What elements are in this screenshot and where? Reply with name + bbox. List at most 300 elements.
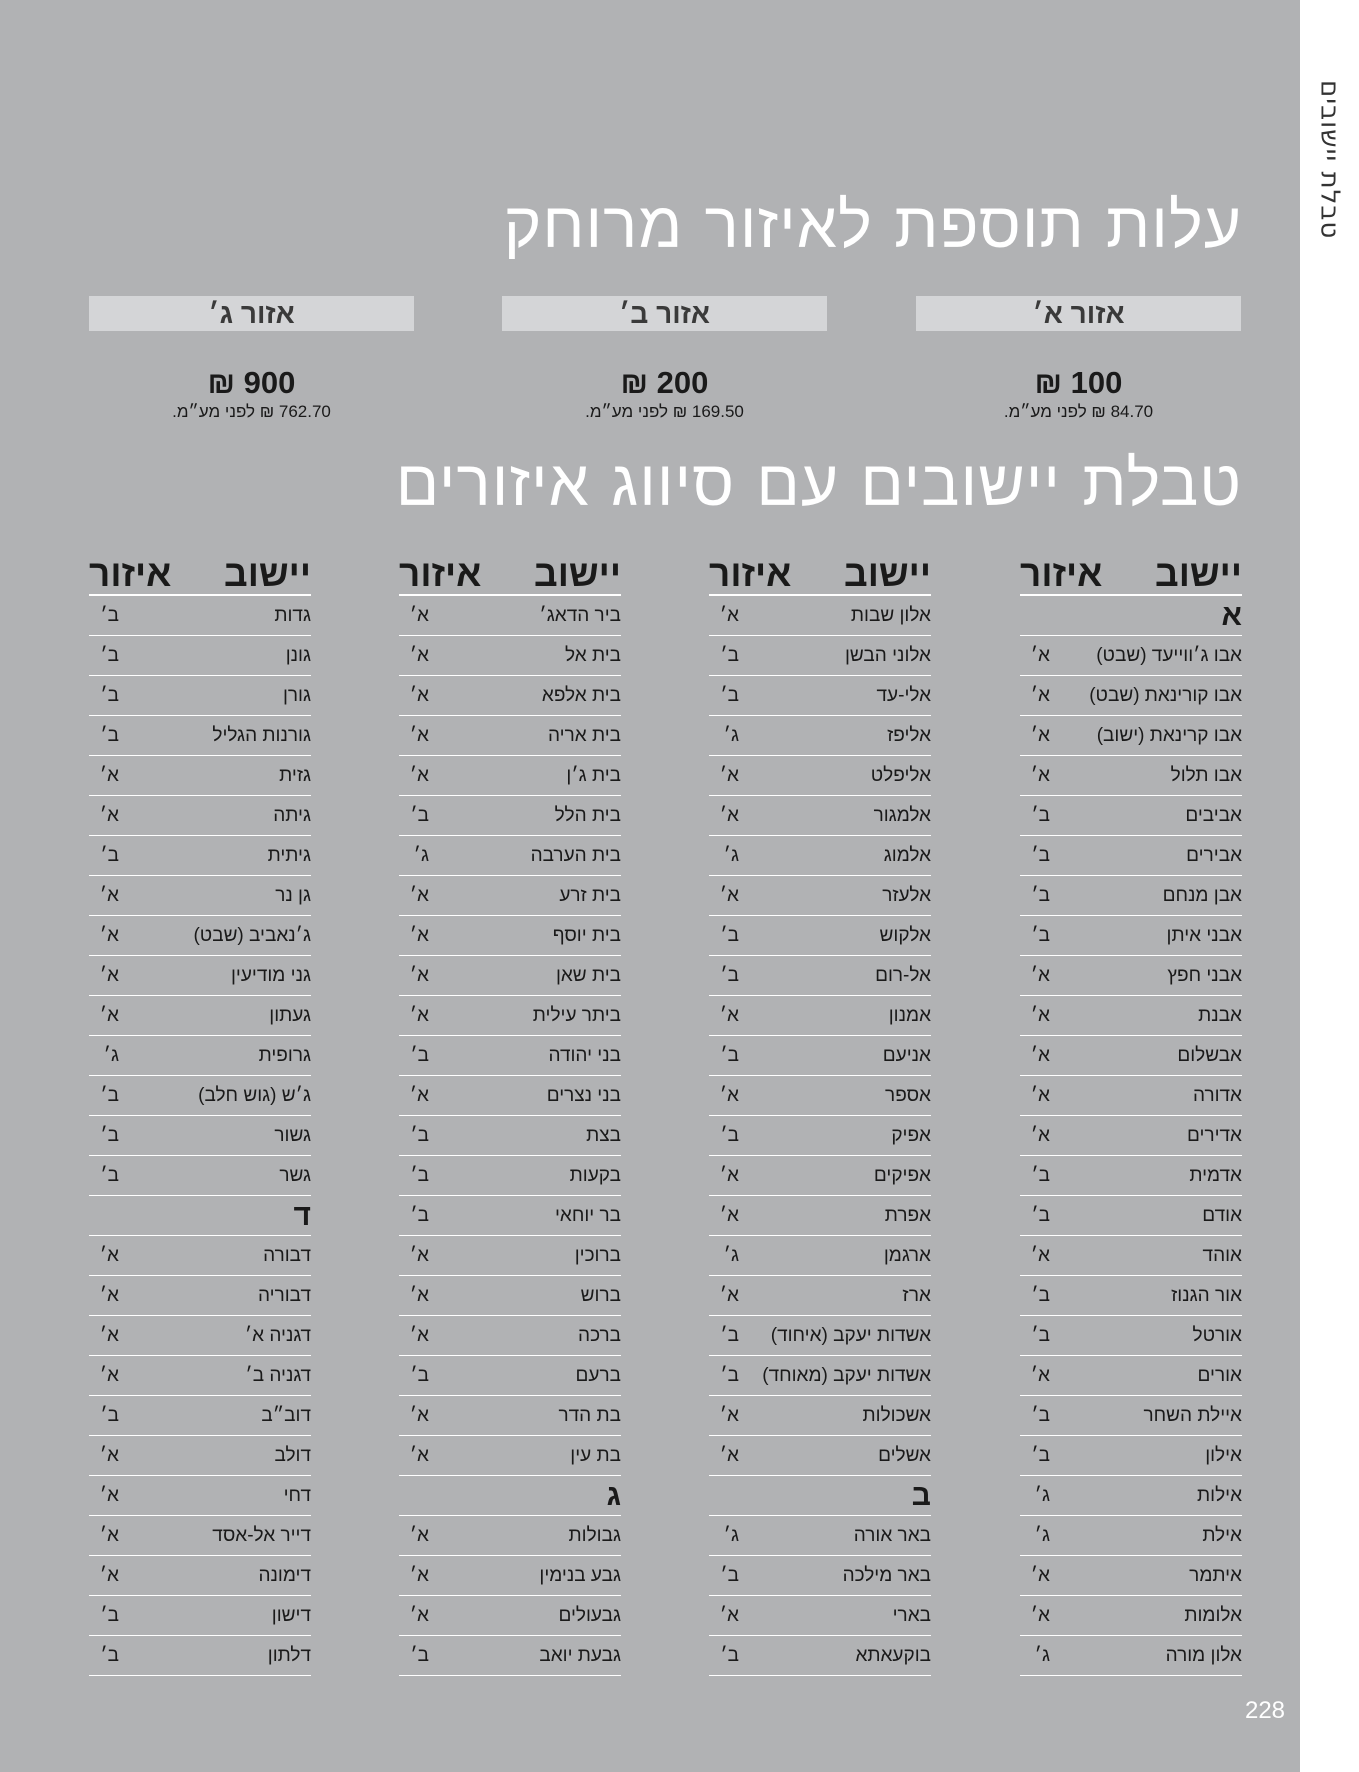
zone-c-header: אזור ג׳: [89, 296, 414, 331]
settlement-zone: ב׳: [720, 924, 739, 946]
settlement-name: אלקוש: [879, 924, 931, 946]
table-row: [399, 876, 621, 916]
settlement-zone: ב׳: [720, 684, 739, 706]
settlement-name: גדות: [274, 604, 311, 626]
settlement-zone: ב׳: [1031, 1444, 1050, 1466]
settlement-zone: א׳: [719, 1204, 739, 1226]
settlement-name: אמנון: [888, 1004, 931, 1026]
settlement-name: אורטל: [1192, 1324, 1242, 1346]
settlement-name: אדירים: [1187, 1124, 1242, 1146]
table-row: [89, 956, 311, 996]
table-row: [1020, 796, 1242, 836]
settlement-zone: א׳: [409, 724, 429, 746]
settlement-name: אליפז: [887, 724, 931, 746]
settlement-name: אבני איתן: [1166, 924, 1242, 946]
settlement-zone: א׳: [99, 1284, 119, 1306]
table-row: [709, 1276, 931, 1316]
settlement-zone: א׳: [719, 804, 739, 826]
table-row: [709, 1516, 931, 1556]
letter-section-header: [89, 1196, 311, 1236]
settlement-zone: א׳: [1030, 1364, 1050, 1386]
settlement-zone: ב׳: [1031, 884, 1050, 906]
table-row: [1020, 916, 1242, 956]
settlement-name: בת עין: [570, 1444, 621, 1466]
table-row: [399, 1436, 621, 1476]
side-section-label: טבלת יישובים: [1314, 80, 1345, 240]
settlement-name: ג׳ש (גוש חלב): [198, 1084, 311, 1106]
table-row: [89, 1396, 311, 1436]
settlement-zone: א׳: [99, 1564, 119, 1586]
settlement-zone: ג׳: [413, 844, 429, 866]
settlement-zone: א׳: [1030, 764, 1050, 786]
table-row: [89, 1596, 311, 1636]
settlement-name: דבוריה: [257, 1284, 311, 1306]
settlement-name: דלתון: [267, 1644, 311, 1666]
settlement-zone: ב׳: [720, 1644, 739, 1666]
settlement-name: אור הגנוז: [1171, 1284, 1242, 1306]
table-row: [1020, 876, 1242, 916]
table-row: [89, 1636, 311, 1676]
settlement-zone: א׳: [409, 1284, 429, 1306]
settlement-name: אשלים: [878, 1444, 931, 1466]
table-row: [709, 1636, 931, 1676]
table-row: [709, 956, 931, 996]
settlement-name: ברוכין: [574, 1244, 621, 1266]
table-row: [1020, 1116, 1242, 1156]
table-row: [89, 1436, 311, 1476]
settlement-zone: א׳: [99, 924, 119, 946]
settlement-zone: ג׳: [723, 1244, 739, 1266]
table-row: [399, 1516, 621, 1556]
settlement-name: גבע בנימין: [539, 1564, 621, 1586]
zone-a-price: [916, 365, 1241, 423]
settlement-name: דייר אל-אסד: [212, 1524, 311, 1546]
settlement-name: אבנת: [1198, 1004, 1242, 1026]
settlement-zone: ב׳: [410, 1364, 429, 1386]
letter-section-header: [709, 1476, 931, 1516]
settlement-zone: ב׳: [1031, 1284, 1050, 1306]
table-row: [1020, 1636, 1242, 1676]
settlement-zone: ב׳: [100, 604, 119, 626]
table-row: [709, 1076, 931, 1116]
zone-b-price-value: 200 ₪: [620, 365, 709, 400]
settlement-name: אבן מנחם: [1162, 884, 1242, 906]
settlement-name: גשר: [279, 1164, 311, 1186]
settlement-name: אילת: [1202, 1524, 1242, 1546]
table-row: [399, 916, 621, 956]
settlement-name: בצת: [586, 1124, 621, 1146]
settlement-name: איתמר: [1189, 1564, 1242, 1586]
settlement-zone: ב׳: [100, 1084, 119, 1106]
settlement-zone: א׳: [719, 764, 739, 786]
settlement-zone: ג׳: [103, 1044, 119, 1066]
settlement-zone: א׳: [99, 1364, 119, 1386]
settlement-name: גבעולים: [558, 1604, 621, 1626]
settlement-name: אודם: [1202, 1204, 1242, 1226]
settlement-name: ברעם: [575, 1364, 621, 1386]
table-row: [399, 996, 621, 1036]
settlement-name: אלוני הבשן: [845, 644, 931, 666]
table-row: [399, 596, 621, 636]
settlement-name: אשדות יעקב (איחוד): [770, 1324, 931, 1346]
settlement-zone: ב׳: [1031, 1324, 1050, 1346]
settlement-name: גיתה: [273, 804, 311, 826]
table-row: [399, 676, 621, 716]
table-row: [399, 1276, 621, 1316]
table-row: [709, 1356, 931, 1396]
settlement-zone: ב׳: [100, 1644, 119, 1666]
header-settlement: יישוב: [844, 553, 931, 594]
table-row: [399, 1196, 621, 1236]
settlement-zone: ג׳: [1034, 1644, 1050, 1666]
settlement-zone: א׳: [1030, 1564, 1050, 1586]
table-row: [1020, 1076, 1242, 1116]
table-row: [709, 1396, 931, 1436]
settlement-zone: א׳: [99, 1444, 119, 1466]
table-row: [1020, 676, 1242, 716]
settlement-name: באר אורה: [853, 1524, 931, 1546]
table-row: [399, 1396, 621, 1436]
settlement-name: אפיקים: [873, 1164, 931, 1186]
settlement-zone: ב׳: [1031, 1164, 1050, 1186]
table-row: [89, 1356, 311, 1396]
table-row: [1020, 1036, 1242, 1076]
table-row: [399, 1236, 621, 1276]
table-row: [399, 716, 621, 756]
settlement-zone: ב׳: [720, 1044, 739, 1066]
settlement-zone: ב׳: [720, 644, 739, 666]
zone-c-price-before-vat: 762.70 ₪ לפני מע״מ.: [172, 402, 331, 421]
table-row: [709, 596, 931, 636]
header-zone: איזור: [89, 553, 172, 594]
settlement-zone: א׳: [409, 964, 429, 986]
table-row: [1020, 636, 1242, 676]
settlement-zone: ב׳: [100, 1124, 119, 1146]
settlement-column-4: [89, 553, 311, 1676]
table-row: [399, 1076, 621, 1116]
settlement-column-1: [1020, 553, 1242, 1676]
settlement-zone: ב׳: [720, 964, 739, 986]
settlement-name: בת הדר: [558, 1404, 621, 1426]
settlement-zone: א׳: [1030, 724, 1050, 746]
table-row: [709, 1436, 931, 1476]
table-row: [1020, 1236, 1242, 1276]
settlement-name: אבו קורינאת (שבט): [1089, 684, 1242, 706]
settlement-zone: א׳: [1030, 1244, 1050, 1266]
settlement-name: אבשלום: [1177, 1044, 1242, 1066]
settlement-zone: א׳: [409, 1084, 429, 1106]
table-row: [89, 636, 311, 676]
table-row: [399, 1116, 621, 1156]
settlement-zone: א׳: [719, 604, 739, 626]
settlement-column-3: [399, 553, 621, 1676]
settlement-name: דישון: [271, 1604, 311, 1626]
settlement-name: בית הלל: [554, 804, 621, 826]
settlement-name: דימונה: [258, 1564, 311, 1586]
settlement-name: אדורה: [1192, 1084, 1242, 1106]
table-row: [709, 756, 931, 796]
settlement-zone: א׳: [99, 884, 119, 906]
settlement-name: איילת השחר: [1143, 1404, 1242, 1426]
settlement-zone: א׳: [719, 1604, 739, 1626]
table-row: [1020, 956, 1242, 996]
table-header: [709, 553, 931, 596]
settlement-zone: ב׳: [1031, 924, 1050, 946]
settlement-name: בני נצרים: [546, 1084, 621, 1106]
settlement-name: בית אל: [565, 644, 621, 666]
settlement-zone: ג׳: [723, 844, 739, 866]
table-row: [399, 836, 621, 876]
table-row: [89, 1156, 311, 1196]
settlement-name: בית ג׳ן: [566, 764, 621, 786]
table-row: [399, 1596, 621, 1636]
settlement-zone: א׳: [1030, 964, 1050, 986]
settlement-name: אורים: [1197, 1364, 1242, 1386]
table-row: [1020, 1436, 1242, 1476]
settlement-name: בר יוחאי: [554, 1204, 621, 1226]
settlement-zone: ב׳: [1031, 1204, 1050, 1226]
settlement-name: אניעם: [882, 1044, 931, 1066]
settlement-zone: א׳: [409, 684, 429, 706]
table-row: [399, 1316, 621, 1356]
settlement-name: ארז: [902, 1284, 931, 1306]
settlement-name: ארגמן: [883, 1244, 931, 1266]
settlement-name: בית זרע: [559, 884, 621, 906]
settlement-zone: ג׳: [1034, 1484, 1050, 1506]
settlement-name: אל-רום: [875, 964, 931, 986]
settlement-name: בית אריה: [547, 724, 621, 746]
table-row: [89, 1116, 311, 1156]
settlement-zone: ג׳: [1034, 1524, 1050, 1546]
table-row: [1020, 1476, 1242, 1516]
table-row: [399, 756, 621, 796]
table-row: [1020, 1196, 1242, 1236]
table-row: [1020, 1396, 1242, 1436]
table-row: [709, 796, 931, 836]
table-row: [399, 796, 621, 836]
settlement-zone: ב׳: [1031, 844, 1050, 866]
settlement-zone: ב׳: [720, 1364, 739, 1386]
settlement-zone: א׳: [99, 1484, 119, 1506]
settlement-zone: א׳: [99, 764, 119, 786]
table-row: [89, 1236, 311, 1276]
fee-title: עלות תוספת לאיזור מרוחק: [503, 189, 1242, 263]
settlement-name: אבני חפץ: [1167, 964, 1242, 986]
settlement-zone: ב׳: [100, 1404, 119, 1426]
settlement-name: דגניה א׳: [244, 1324, 311, 1346]
settlement-name: אילון: [1205, 1444, 1242, 1466]
table-row: [89, 596, 311, 636]
table-row: [89, 1036, 311, 1076]
settlement-name: ברכה: [578, 1324, 621, 1346]
settlement-zone: ג׳: [723, 724, 739, 746]
settlement-name: אוהד: [1202, 1244, 1242, 1266]
table-row: [89, 996, 311, 1036]
table-row: [89, 1316, 311, 1356]
settlement-name: ביר הדאג׳: [539, 604, 621, 626]
table-row: [89, 756, 311, 796]
section-letter: ג: [606, 1478, 621, 1512]
settlement-zone: ב׳: [1031, 1404, 1050, 1426]
settlement-zone: ב׳: [1031, 804, 1050, 826]
table-row: [1020, 996, 1242, 1036]
page-number: 228: [1244, 1697, 1286, 1724]
settlement-zone: ב׳: [100, 724, 119, 746]
settlement-zone: א׳: [719, 884, 739, 906]
settlement-zone: א׳: [719, 1084, 739, 1106]
table-row: [709, 1556, 931, 1596]
settlement-name: בית הערבה: [530, 844, 621, 866]
table-row: [709, 1236, 931, 1276]
table-title: טבלת יישובים עם סיווג איזורים: [395, 447, 1242, 521]
table-row: [89, 1556, 311, 1596]
table-row: [89, 916, 311, 956]
settlement-zone: ב׳: [410, 1644, 429, 1666]
settlement-name: בית אלפא: [541, 684, 621, 706]
settlement-zone: א׳: [409, 1524, 429, 1546]
table-row: [1020, 1156, 1242, 1196]
settlement-zone: א׳: [99, 1244, 119, 1266]
zone-a-price-value: 100 ₪: [1034, 365, 1123, 400]
table-row: [1020, 1276, 1242, 1316]
settlement-name: גשור: [274, 1124, 311, 1146]
table-header: [89, 553, 311, 596]
settlement-name: באר מילכה: [842, 1564, 931, 1586]
table-row: [709, 1596, 931, 1636]
settlement-name: אפרת: [884, 1204, 931, 1226]
header-settlement: יישוב: [224, 553, 311, 594]
settlement-name: אבירים: [1186, 844, 1242, 866]
settlement-name: אבו ג׳ווייעד (שבט): [1096, 644, 1242, 666]
table-row: [709, 1116, 931, 1156]
table-row: [399, 636, 621, 676]
settlement-name: אלמוג: [883, 844, 931, 866]
table-row: [1020, 1316, 1242, 1356]
settlement-name: בית שאן: [555, 964, 621, 986]
settlement-name: גרופית: [258, 1044, 311, 1066]
table-row: [89, 876, 311, 916]
settlement-name: גבולות: [568, 1524, 621, 1546]
table-row: [399, 1356, 621, 1396]
settlement-name: ברוש: [580, 1284, 621, 1306]
settlement-zone: א׳: [409, 604, 429, 626]
settlement-zone: ב׳: [100, 644, 119, 666]
settlement-zone: ב׳: [410, 1164, 429, 1186]
settlement-zone: א׳: [1030, 684, 1050, 706]
settlement-name: דגניה ב׳: [245, 1364, 311, 1386]
header-settlement: יישוב: [534, 553, 621, 594]
table-row: [1020, 1556, 1242, 1596]
table-row: [709, 916, 931, 956]
table-row: [709, 676, 931, 716]
zone-a-price-before-vat: 84.70 ₪ לפני מע״מ.: [1003, 402, 1154, 421]
settlement-name: דחי: [283, 1484, 311, 1506]
settlement-name: בית יוסף: [552, 924, 621, 946]
settlement-zone: ב׳: [720, 1324, 739, 1346]
settlement-zone: א׳: [409, 884, 429, 906]
settlement-name: דבורה: [263, 1244, 311, 1266]
settlement-zone: א׳: [409, 644, 429, 666]
settlement-name: אשכולות: [862, 1404, 931, 1426]
settlement-zone: א׳: [719, 1164, 739, 1186]
table-row: [399, 1636, 621, 1676]
settlement-name: אבו תלול: [1170, 764, 1242, 786]
settlement-zone: א׳: [99, 804, 119, 826]
table-row: [709, 996, 931, 1036]
settlement-zone: א׳: [99, 1004, 119, 1026]
settlement-name: אבו קרינאת (ישוב): [1096, 724, 1242, 746]
settlement-zone: א׳: [1030, 1044, 1050, 1066]
settlement-name: אלמגור: [873, 804, 931, 826]
table-row: [89, 1276, 311, 1316]
settlement-name: אפיק: [891, 1124, 931, 1146]
table-row: [89, 836, 311, 876]
table-row: [1020, 836, 1242, 876]
settlement-zone: א׳: [409, 764, 429, 786]
settlement-name: גבעת יואב: [539, 1644, 621, 1666]
settlement-zone: א׳: [1030, 1604, 1050, 1626]
table-row: [89, 796, 311, 836]
settlement-zone: ב׳: [410, 1044, 429, 1066]
section-letter: א: [1221, 598, 1242, 632]
table-row: [709, 836, 931, 876]
settlement-name: גורנות הגליל: [212, 724, 311, 746]
settlement-column-2: [709, 553, 931, 1676]
settlement-zone: א׳: [719, 1404, 739, 1426]
table-row: [399, 1556, 621, 1596]
zone-b-header: אזור ב׳: [502, 296, 827, 331]
settlement-zone: א׳: [719, 1444, 739, 1466]
settlement-zone: א׳: [1030, 644, 1050, 666]
settlement-name: גני מודיעין: [230, 964, 311, 986]
settlement-zone: א׳: [99, 1324, 119, 1346]
settlement-zone: ב׳: [100, 844, 119, 866]
settlement-zone: א׳: [1030, 1124, 1050, 1146]
settlement-name: אלומות: [1184, 1604, 1242, 1626]
settlement-zone: ג׳: [723, 1524, 739, 1546]
table-row: [89, 1516, 311, 1556]
settlement-name: אלי-עד: [876, 684, 931, 706]
settlement-name: אדמית: [1189, 1164, 1242, 1186]
zone-a-header: אזור א׳: [916, 296, 1241, 331]
zone-b-price: [502, 365, 827, 423]
table-row: [399, 956, 621, 996]
table-row: [89, 1076, 311, 1116]
settlement-zone: א׳: [1030, 1004, 1050, 1026]
settlement-zone: ב׳: [100, 1164, 119, 1186]
table-row: [1020, 1516, 1242, 1556]
table-row: [709, 1196, 931, 1236]
settlement-zone: ב׳: [720, 1124, 739, 1146]
settlement-zone: ב׳: [720, 1564, 739, 1586]
header-zone: איזור: [709, 553, 792, 594]
settlement-zone: א׳: [409, 1604, 429, 1626]
settlement-zone: ב׳: [410, 1124, 429, 1146]
settlement-zone: א׳: [99, 964, 119, 986]
settlement-zone: א׳: [409, 1004, 429, 1026]
table-row: [709, 716, 931, 756]
table-row: [1020, 1596, 1242, 1636]
settlement-zone: א׳: [409, 1244, 429, 1266]
settlement-zone: א׳: [719, 1004, 739, 1026]
settlement-zone: ב׳: [100, 1604, 119, 1626]
settlement-name: אלעזר: [882, 884, 931, 906]
settlement-name: בני יהודה: [548, 1044, 621, 1066]
settlement-zone: ב׳: [410, 1204, 429, 1226]
table-row: [89, 1476, 311, 1516]
settlement-name: אילות: [1197, 1484, 1242, 1506]
letter-section-header: [1020, 596, 1242, 636]
